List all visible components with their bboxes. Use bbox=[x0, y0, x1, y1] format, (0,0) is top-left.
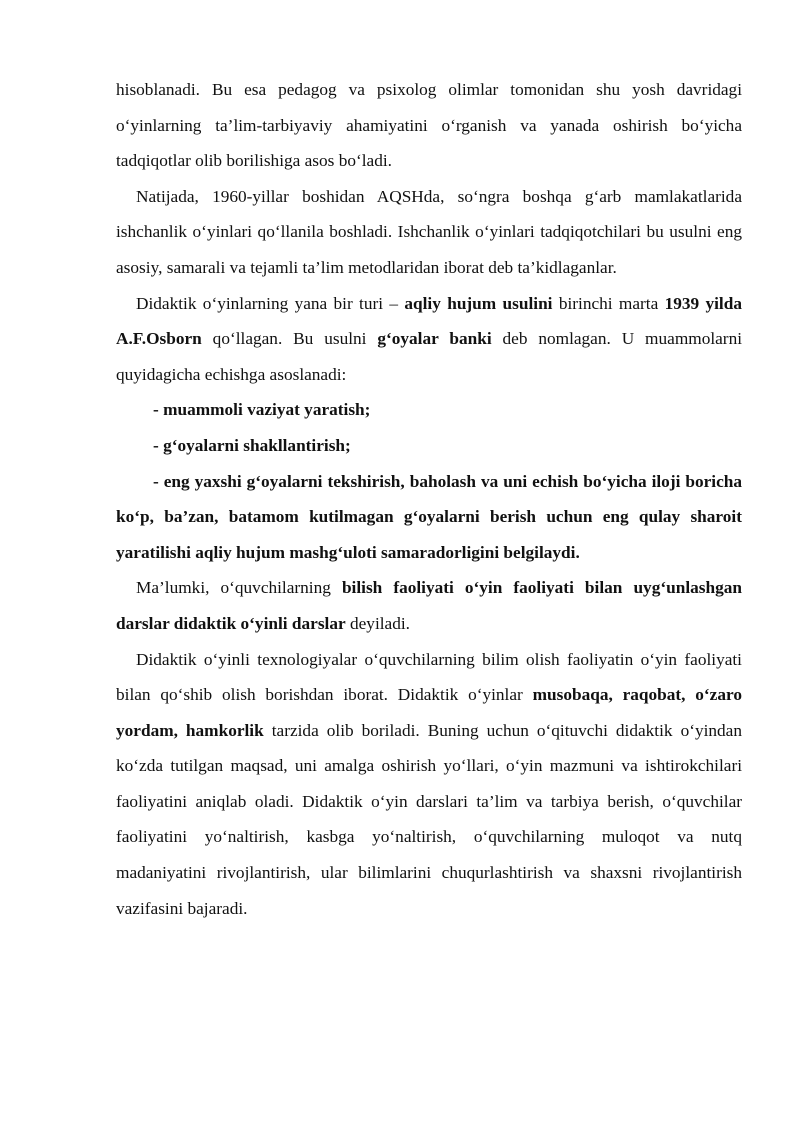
text-run: Didaktik o‘yinli texnologiyalar o‘quvchilarning bilim olish faoliyatin o‘yin faoliyati bilan qo‘shib olish borishdan iborat. Didaktik o‘yinlar bbox=[116, 649, 742, 705]
bold-term: aqliy hujum usulini bbox=[404, 293, 553, 313]
list-item bbox=[116, 428, 742, 464]
document-page bbox=[116, 72, 742, 926]
paragraph-continuation bbox=[116, 72, 742, 179]
bold-term: 1939 yilda A.F.Osborn bbox=[116, 293, 742, 349]
paragraph-business-games bbox=[116, 179, 742, 286]
list-item-text: - g‘oyalarni shakllantirish; bbox=[153, 435, 351, 455]
text-run: birinchi marta bbox=[552, 293, 665, 313]
paragraph-brainstorming bbox=[116, 286, 742, 393]
list-item bbox=[116, 464, 742, 571]
bold-term: musobaqa, raqobat, o‘zaro yordam, hamkorlik bbox=[116, 685, 742, 740]
list-item-text: - eng yaxshi g‘oyalarni tekshirish, baholash va uni echish bo‘yicha iloji boricha ko‘p, ba’zan, batamom kutilmagan g‘oyalarni berish uchun eng qulay sharoit yaratilishi aqliy hujum mashg‘uloti samaradorligini belgilaydi. bbox=[116, 471, 742, 562]
bold-term: bilish faoliyati o‘yin faoliyati bilan uyg‘unlashgan darslar didaktik o‘yinli darslar bbox=[116, 578, 742, 633]
paragraph-definition bbox=[116, 570, 742, 641]
list-item bbox=[116, 392, 742, 428]
text-run: tarzida olib boriladi. Buning uchun o‘qituvchi didaktik o‘yindan ko‘zda tutilgan maqsad, uni amalga oshirish yo‘llari, o‘yin mazmuni va ishtirokchilari faoliyatini aniqlab oladi. Didaktik o‘yin darslari ta’lim va tarbiya berish, o‘quvchilar faoliyatini yo‘naltirish, kasbga yo‘naltirish, o‘quvchilarning muloqot va nutq madaniyatini rivojlantirish, ular bilimlarini chuqurlashtirish va shaxsni rivojlantirish vazifasini bajaradi. bbox=[116, 720, 742, 918]
list-item-text: - muammoli vaziyat yaratish; bbox=[153, 400, 371, 420]
text-run: Ma’lumki, o‘quvchilarning bbox=[136, 578, 342, 598]
text-run: deb nomlagan. U muammolarni quyidagicha echishga asoslanadi: bbox=[116, 329, 743, 384]
bold-term: g‘oyalar banki bbox=[377, 329, 492, 349]
text-run: Didaktik o‘yinlarning yana bir turi – bbox=[136, 293, 405, 313]
text-run: Natijada, 1960-yillar boshidan AQSHda, so‘ngra boshqa g‘arb mamlakatlarida ishchanlik o‘yinlari qo‘llanila boshladi. Ishchanlik o‘yinlari tadqiqotchilari bu usulni eng asosiy, samarali va tejamli ta’lim metodlaridan iborat deb ta’kidlaganlar. bbox=[116, 186, 742, 277]
text-run: qo‘llagan. Bu usulni bbox=[201, 329, 378, 349]
text-run: hisoblanadi. Bu esa pedagog va psixolog olimlar tomonidan shu yosh davridagi o‘yinlarning ta’lim-tarbiyaviy ahamiyatini o‘rganish va yanada oshirish bo‘yicha tadqiqotlar olib borilishiga asos bo‘ladi. bbox=[116, 80, 742, 171]
text-run: deyiladi. bbox=[345, 613, 410, 633]
paragraph-didactic-technologies bbox=[116, 642, 742, 927]
